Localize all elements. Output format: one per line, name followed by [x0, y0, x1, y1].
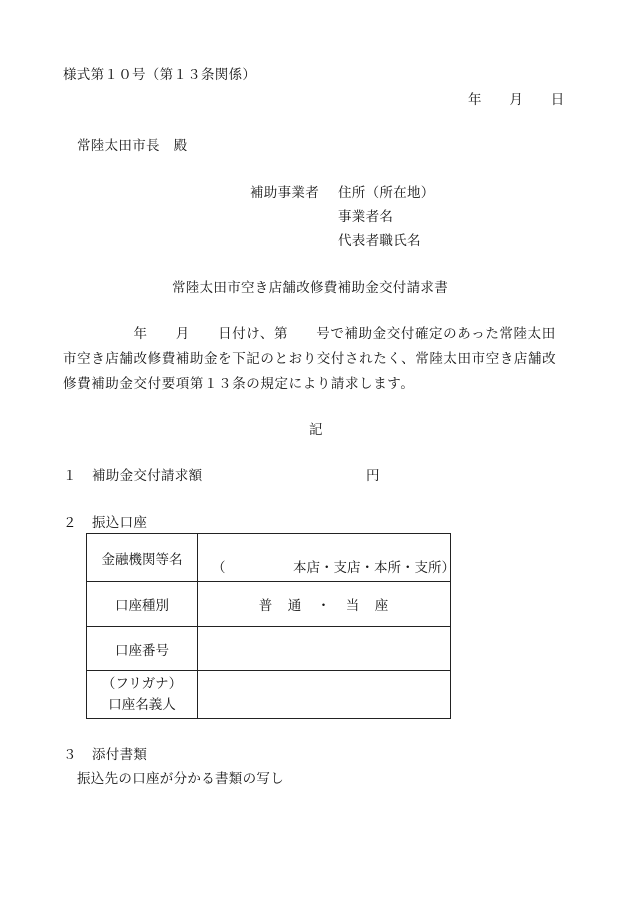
holder-label: 口座名義人 [108, 696, 176, 713]
bank-name-label: 金融機関等名 [87, 534, 198, 582]
body-line: 修費補助金交付要項第１３条の規定により請求します。 [63, 376, 415, 392]
applicant-role-label: 補助事業者 [250, 185, 319, 201]
section2-label: 振込口座 [92, 515, 148, 531]
address-label: 住所（所在地） [338, 185, 435, 201]
section3-label: 添付書類 [92, 747, 148, 763]
section1-unit: 円 [366, 468, 380, 484]
body-line: 市空き店舗改修費補助金を下記のとおり交付されたく、常陸太田市空き店舗改 [63, 351, 557, 367]
document-title: 常陸太田市空き店舗改修費補助金交付請求書 [172, 280, 448, 296]
table-row [87, 627, 451, 671]
date-line: 年 月 日 [468, 92, 565, 108]
account-number-field[interactable] [198, 627, 451, 671]
section1-label: 補助金交付請求額 [92, 468, 203, 484]
representative-label: 代表者職氏名 [338, 233, 421, 249]
attachment-item: 振込先の口座が分かる書類の写し [77, 771, 284, 787]
bank-branch-type: （ 本店・支店・本所・支所） [212, 560, 455, 576]
furigana-label: （フリガナ） [101, 675, 183, 692]
account-type-label: 口座種別 [87, 582, 198, 627]
section2-number: ２ [63, 515, 77, 531]
ki-heading: 記 [309, 422, 323, 438]
account-type-options[interactable]: 普 通 ・ 当 座 [198, 582, 451, 627]
account-number-label: 口座番号 [87, 627, 198, 671]
bank-account-table [86, 533, 455, 719]
account-holder-field[interactable] [198, 671, 451, 719]
bank-name-field[interactable] [198, 534, 455, 582]
section1-number: １ [63, 468, 77, 484]
addressee: 常陸太田市長 殿 [77, 138, 188, 154]
section3-number: ３ [63, 747, 77, 763]
business-name-label: 事業者名 [338, 209, 394, 225]
body-line: 年 月 日付け、第 号で補助金交付確定のあった常陸太田 [63, 326, 556, 342]
table-row [87, 582, 451, 627]
form-number: 様式第１０号（第１３条関係） [63, 67, 257, 83]
account-holder-label [87, 671, 198, 719]
table-row [87, 534, 451, 582]
table-row [87, 671, 451, 719]
